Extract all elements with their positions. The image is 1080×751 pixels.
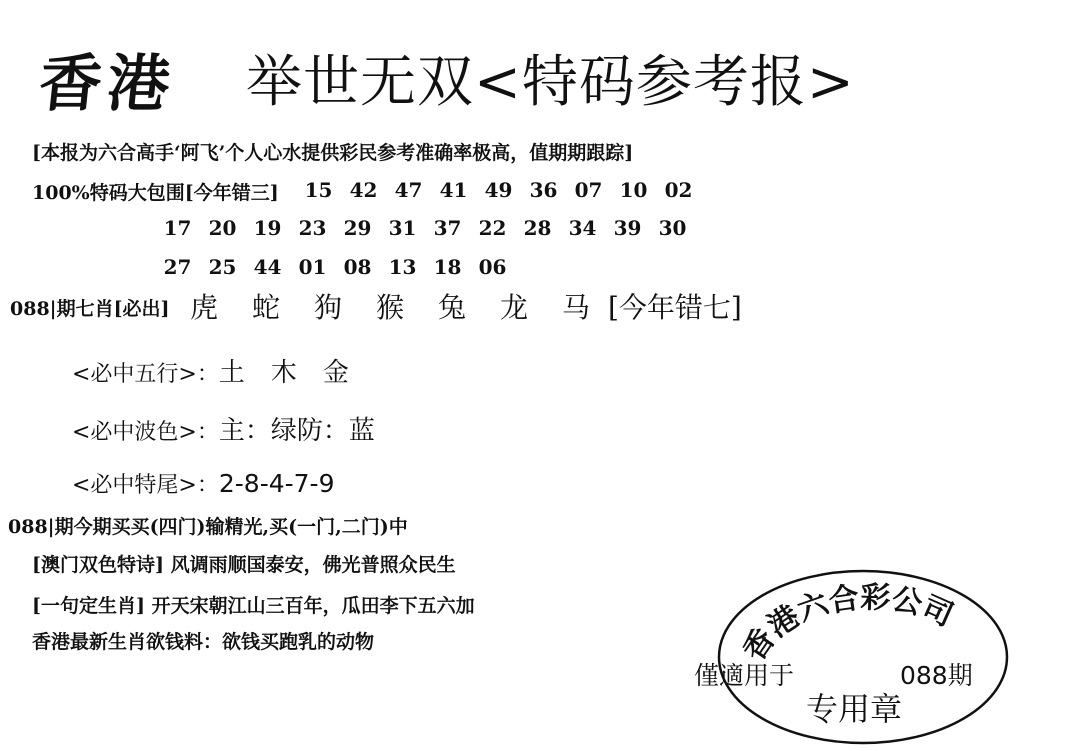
number: 44 — [253, 255, 282, 279]
zodiac-note: [今年错七] — [608, 291, 742, 324]
number: 08 — [343, 255, 372, 279]
zodiac-label: 088|期七肖[必出] — [10, 298, 170, 320]
number: 36 — [529, 178, 558, 202]
wave-values: 主：绿防：蓝 — [218, 416, 375, 446]
number: 15 — [304, 178, 333, 202]
number-row-3 — [155, 255, 515, 279]
seal-bottom-text: 专用章 — [806, 690, 903, 728]
number: 02 — [664, 178, 693, 202]
package-label: 100%特码大包围[今年错三] — [32, 182, 279, 204]
number: 25 — [208, 255, 237, 279]
number: 17 — [163, 216, 192, 240]
zodiac-animal: 兔 — [438, 291, 467, 324]
number: 37 — [433, 216, 462, 240]
number: 30 — [658, 216, 687, 240]
number: 47 — [394, 178, 423, 202]
number-row-2 — [155, 216, 695, 240]
seal-arc-text: 香港六合彩公司 — [736, 580, 959, 668]
buy-line: 088|期今期买买(四门)输精光,买(一门,二门)中 — [8, 516, 408, 538]
page-title: 举世无双<特码参考报> — [246, 50, 855, 115]
zodiac-list — [190, 286, 624, 326]
number: 07 — [574, 178, 603, 202]
number: 31 — [388, 216, 417, 240]
number: 42 — [349, 178, 378, 202]
elements-values: 土 木 金 — [218, 358, 349, 388]
wave-label: <必中波色>： — [72, 420, 219, 445]
number: 39 — [613, 216, 642, 240]
tail-values: 2-8-4-7-9 — [218, 469, 335, 498]
number: 19 — [253, 216, 282, 240]
riddle-line: 香港最新生肖欲钱料：欲钱买跑乳的动物 — [32, 631, 375, 653]
number: 27 — [163, 255, 192, 279]
number: 10 — [619, 178, 648, 202]
number: 29 — [343, 216, 372, 240]
number: 22 — [478, 216, 507, 240]
number: 20 — [208, 216, 237, 240]
zodiac-animal: 蛇 — [252, 291, 281, 324]
zodiac-animal: 狗 — [314, 291, 343, 324]
subtitle: [本报为六合高手‘阿飞’个人心水提供彩民参考准确率极高，值期期跟踪] — [32, 142, 634, 164]
zodiac-animal: 马 — [562, 291, 591, 324]
number: 18 — [433, 255, 462, 279]
tail-label: <必中特尾>： — [72, 473, 219, 498]
number-row-1 — [296, 178, 701, 202]
tail-line — [72, 468, 335, 499]
zodiac-animal: 虎 — [190, 291, 219, 324]
seal-only-for: 僅適用于 — [694, 661, 795, 690]
elements-label: <必中五行>： — [72, 362, 219, 387]
poem-line: [澳门双色特诗] 风调雨顺国泰安，佛光普照众民生 — [32, 554, 456, 576]
number: 06 — [478, 255, 507, 279]
number: 23 — [298, 216, 327, 240]
number: 34 — [568, 216, 597, 240]
wave-line — [72, 410, 375, 447]
zodiac-animal: 猴 — [376, 291, 405, 324]
zodiac-animal: 龙 — [500, 291, 529, 324]
number: 01 — [298, 255, 327, 279]
number: 13 — [388, 255, 417, 279]
elements-line — [72, 352, 349, 389]
seal-issue: 088期 — [900, 661, 973, 690]
number: 41 — [439, 178, 468, 202]
number: 28 — [523, 216, 552, 240]
brand-title: 香港 — [35, 47, 180, 120]
number: 49 — [484, 178, 513, 202]
verse-line: [一句定生肖] 开天宋朝江山三百年，瓜田李下五六加 — [32, 595, 475, 617]
